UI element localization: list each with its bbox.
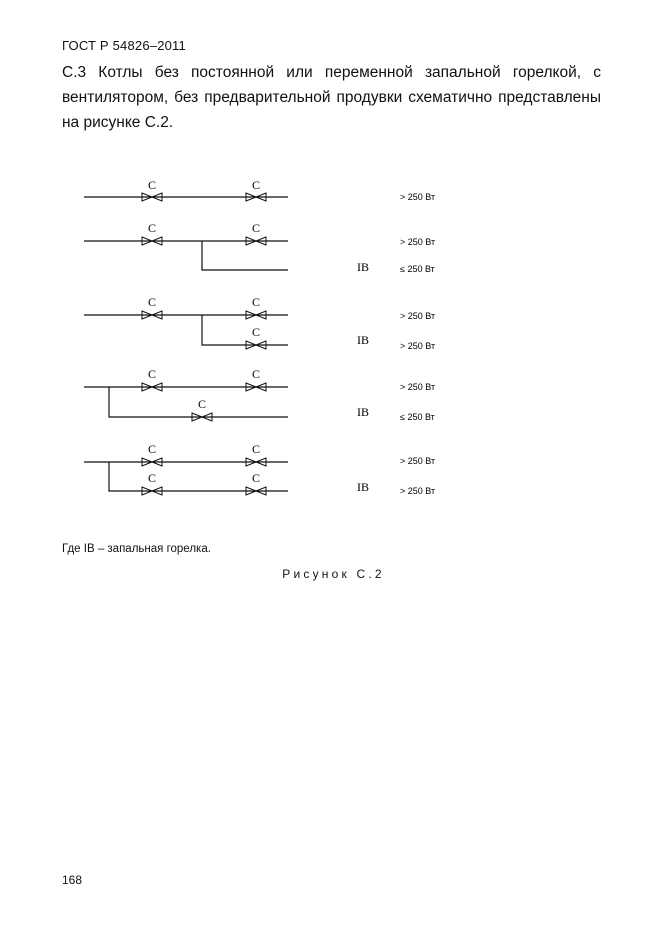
valve-label: C [147,367,157,381]
power-label: > 250 Вт [400,311,436,321]
valve-label: C [251,295,261,309]
power-label: > 250 Вт [400,456,436,466]
ib-label: IB [357,260,369,274]
figure-note: Где IB – запальная горелка. [62,543,211,555]
valve-label: C [147,471,157,485]
valve-label: C [251,471,261,485]
paragraph-line-3: на рисунке С.2. [62,114,174,131]
valve-label: C [147,442,157,456]
power-label: > 250 Вт [400,486,436,496]
power-label: ≤ 250 Вт [400,412,435,422]
valve-label: C [251,221,261,235]
scheme-4 [84,367,435,422]
scheme-2 [84,221,435,274]
scheme-5 [84,442,435,496]
valve-label: C [251,325,261,339]
power-label: > 250 Вт [400,341,436,351]
valve-label: C [147,295,157,309]
valve-label: C [147,178,157,192]
ib-label: IB [357,480,369,494]
valve-label: C [197,397,207,411]
figure-caption: Рисунок С.2 [282,567,385,581]
scheme-1 [84,178,435,202]
ib-label: IB [357,405,369,419]
power-label: > 250 Вт [400,237,436,247]
document-header: ГОСТ Р 54826–2011 [62,38,186,53]
power-label: ≤ 250 Вт [400,264,435,274]
pipe-branch [202,241,288,270]
scheme-3 [84,295,435,351]
paragraph-line-2: вентилятором, без предварительной продувки схематично представлены [62,89,601,106]
valve-label: C [147,221,157,235]
power-label: > 250 Вт [400,382,436,392]
page-number: 168 [62,873,83,887]
valve-label: C [251,442,261,456]
pipe-branch [202,315,288,345]
valve-label: C [251,178,261,192]
power-label: > 250 Вт [400,192,436,202]
valve-label: C [251,367,261,381]
paragraph-line-1: С.3 Котлы без постоянной или переменной запальной горелкой, с [62,64,601,81]
ib-label: IB [357,333,369,347]
pipe-branch [109,462,288,491]
